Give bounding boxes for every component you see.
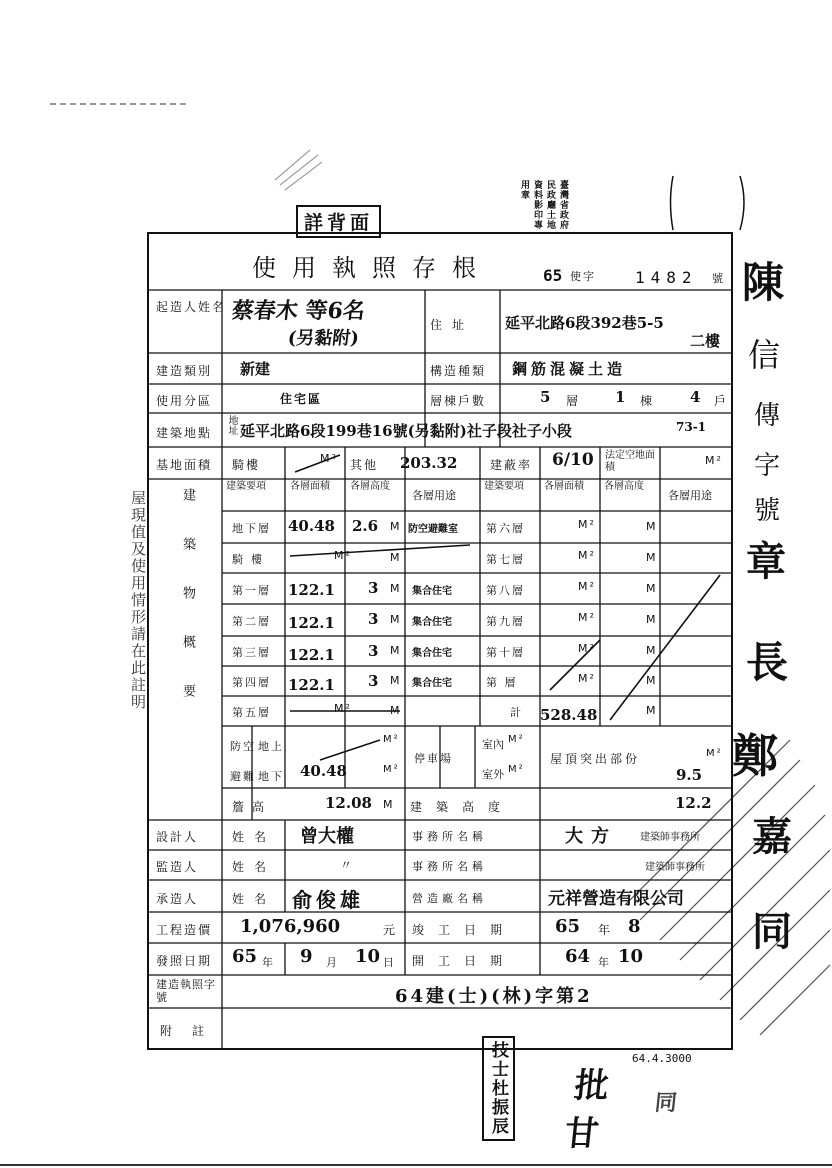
location-value: 延平北路6段199巷16號(另黏附)社子段社子小段 xyxy=(240,422,572,440)
right-m2-unit: M² xyxy=(578,580,596,593)
shelter-label-2: 避難 xyxy=(230,770,256,783)
completion-year: 65 xyxy=(555,916,581,937)
shelter-above-label: 地上 xyxy=(258,740,284,753)
signature-mark-1: 批 xyxy=(572,1066,611,1106)
eave-height-label: 簷高 xyxy=(232,800,273,814)
start-month: 10 xyxy=(618,946,644,967)
floor-area: 122.1 xyxy=(288,676,335,694)
start-year-unit: 年 xyxy=(598,956,611,969)
builder-address-floor: 二樓 xyxy=(690,332,721,350)
parking-label: 停車場 xyxy=(414,752,453,765)
floor-area: 122.1 xyxy=(288,614,335,632)
header-item-2: 建築要項 xyxy=(484,481,524,492)
floor-m-unit: M xyxy=(390,644,402,657)
table-row xyxy=(222,543,733,573)
parking-indoor-unit: M² xyxy=(508,734,525,745)
coverage-ratio: 6/10 xyxy=(552,450,594,470)
right-floor-name: 第十層 xyxy=(486,646,525,659)
floor-name: 騎樓 xyxy=(232,553,270,566)
contractor-name: 俞俊雄 xyxy=(292,888,364,912)
edge-char: 號 xyxy=(754,496,781,526)
supervisor-name: 〃 xyxy=(340,858,355,872)
print-number: 64.4.3000 xyxy=(632,1052,692,1065)
top-right-stamp-text: 臺灣省政府民政廳土地資料影印專用章 xyxy=(519,180,568,230)
designer-label: 設計人 xyxy=(156,830,199,844)
margin-note: 屋現值及使用情形請在此註明 xyxy=(129,490,147,711)
edge-char: 同 xyxy=(752,908,792,955)
address-label: 住址 xyxy=(430,318,475,332)
table-row xyxy=(222,604,733,636)
cost-label: 工程造價 xyxy=(156,923,213,937)
right-m-unit: M xyxy=(646,520,658,533)
shelter-below-unit: M² xyxy=(383,764,400,775)
page-title: 使用執照存根 xyxy=(252,254,492,282)
builder-label: 起造人姓名 xyxy=(156,300,227,314)
cost-unit: 元 xyxy=(383,923,398,937)
floor-area: 122.1 xyxy=(288,581,335,599)
floor-height: 3 xyxy=(368,610,379,628)
floor-use: 集合住宅 xyxy=(412,648,452,659)
table-row xyxy=(222,666,733,696)
floor-area: 40.48 xyxy=(288,517,335,535)
eave-unit: M xyxy=(383,798,395,811)
issue-date-label: 發照日期 xyxy=(156,954,213,968)
start-date-label: 開工日期 xyxy=(412,954,517,968)
edge-char: 字 xyxy=(754,451,781,481)
location-lot: 73-1 xyxy=(676,420,707,434)
issue-month-unit: 月 xyxy=(326,956,339,969)
parking-indoor: 室內 xyxy=(482,738,504,751)
parking-outdoor-unit: M² xyxy=(508,764,525,775)
floor-use: 防空避難室 xyxy=(408,524,458,535)
right-m2-unit: M² xyxy=(578,518,596,531)
table-row xyxy=(222,696,733,726)
eave-height: 12.08 xyxy=(325,794,372,812)
reverse-side-stamp: 詳背面 xyxy=(296,205,381,238)
floor-m-unit: M xyxy=(390,674,402,687)
completion-label: 竣工日期 xyxy=(412,923,517,937)
building-count: 1 xyxy=(615,388,626,406)
floor-name: 第二層 xyxy=(232,615,271,628)
table-row xyxy=(222,511,733,543)
right-floor-name: 第八層 xyxy=(486,584,525,597)
zoning-value: 住宅區 xyxy=(280,392,323,406)
zoning-label: 使用分區 xyxy=(156,394,213,408)
header-height-2: 各層高度 xyxy=(604,481,644,492)
floor-use: 集合住宅 xyxy=(412,586,452,597)
unit-count: 4 xyxy=(690,388,701,406)
edge-char: 章 xyxy=(746,538,786,585)
issue-year-unit: 年 xyxy=(262,956,275,969)
designer-name: 曾大權 xyxy=(300,826,354,847)
floor-name: 第三層 xyxy=(232,646,271,659)
contractor-company-label: 營造廠名稱 xyxy=(412,892,487,905)
right-m2-unit: M² xyxy=(578,549,596,562)
right-m2-unit: M² xyxy=(578,642,596,655)
edge-char: 信 xyxy=(748,336,781,374)
issue-month: 9 xyxy=(300,946,313,967)
contractor-name-label: 姓名 xyxy=(232,892,277,906)
floor-name: 地下層 xyxy=(232,522,271,535)
shelter-below-value: 40.48 xyxy=(300,762,347,780)
remark-label: 附註 xyxy=(160,1024,225,1038)
floor-area: 122.1 xyxy=(288,646,335,664)
right-m-unit: M xyxy=(646,613,658,626)
table-row xyxy=(222,636,733,666)
building-height-label: 建築高度 xyxy=(410,800,515,814)
header-use-2: 各層用途 xyxy=(668,489,712,502)
issue-day-unit: 日 xyxy=(383,956,396,969)
permit-no-value: 64建(士)(林)字第2 xyxy=(395,986,593,1007)
floor-height: 2.6 xyxy=(352,517,379,535)
floor-height: 3 xyxy=(368,672,379,690)
shelter-below-label: 地下 xyxy=(258,770,284,783)
right-m-unit: M xyxy=(646,704,658,717)
builder-name-note: (另黏附) xyxy=(286,328,360,349)
license-zi-label: 使字 xyxy=(570,270,596,283)
building-unit: 棟 xyxy=(640,394,655,408)
cost-value: 1,076,960 xyxy=(240,916,341,937)
edge-char: 傳 xyxy=(754,401,781,431)
table-row xyxy=(222,573,733,604)
designer-office-stamp: 建築師事務所 xyxy=(640,832,700,843)
right-floor-name: 第九層 xyxy=(486,615,525,628)
floor-use: 集合住宅 xyxy=(412,678,452,689)
location-label: 建築地點 xyxy=(156,426,213,440)
supervisor-office-stamp: 建築師事務所 xyxy=(645,862,705,873)
completion-year-unit: 年 xyxy=(598,923,613,937)
floor-m-unit: M xyxy=(390,613,402,626)
construction-type-label: 建造類別 xyxy=(156,364,213,378)
site-area-label: 基地面積 xyxy=(156,458,213,472)
header-area-2: 各層面積 xyxy=(544,481,584,492)
floor-height: 3 xyxy=(368,642,379,660)
right-floor-name: 第六層 xyxy=(486,522,525,535)
total-area: 528.48 xyxy=(540,706,598,724)
header-height: 各層高度 xyxy=(350,481,390,492)
floor-table-header xyxy=(222,479,733,511)
issue-year: 65 xyxy=(232,946,258,967)
floor-m2-unit: M² xyxy=(334,549,352,562)
right-m-unit: M xyxy=(646,551,658,564)
construction-type: 新建 xyxy=(240,360,271,378)
permit-no-label: 建造執照字號 xyxy=(156,978,216,1004)
floor-name: 第一層 xyxy=(232,584,271,597)
header-area: 各層面積 xyxy=(290,481,330,492)
shelter-above-unit: M² xyxy=(383,734,400,745)
floor-name: 第五層 xyxy=(232,706,271,719)
floor-name: 第四層 xyxy=(232,676,271,689)
right-floor-name: 第 層 xyxy=(486,676,518,689)
right-m2-unit: M² xyxy=(578,672,596,685)
building-summary-label: 建築物概要 xyxy=(180,488,195,733)
edge-char: 長 xyxy=(746,638,789,687)
contractor-company: 元祥營造有限公司 xyxy=(548,889,684,909)
floor-m-unit: M xyxy=(390,551,402,564)
designer-name-label: 姓名 xyxy=(232,830,277,844)
supervisor-label: 監造人 xyxy=(156,860,199,874)
header-use: 各層用途 xyxy=(412,489,456,502)
official-vertical-stamp: 技士杜振辰 xyxy=(482,1036,515,1141)
contractor-label: 承造人 xyxy=(156,892,199,906)
designer-office: 大方 xyxy=(565,826,617,847)
supervisor-name-label: 姓名 xyxy=(232,860,277,874)
edge-char: 嘉 xyxy=(752,813,792,860)
legal-open-label: 法定空地面積 xyxy=(605,450,655,473)
builder-address: 延平北路6段392巷5-5 xyxy=(505,314,664,332)
other-label: 其他 xyxy=(350,458,379,472)
signature-mark-3: 同 xyxy=(653,1090,679,1116)
roof-unit: M² xyxy=(706,748,723,759)
roof-value: 9.5 xyxy=(676,766,703,784)
edge-char: 鄭 xyxy=(732,729,778,783)
unit-unit: 戶 xyxy=(714,394,729,408)
completion-month: 8 xyxy=(628,916,641,937)
right-floor-name: 第七層 xyxy=(486,553,525,566)
arcade-label: 騎樓 xyxy=(232,458,261,472)
roof-protrusion-label: 屋頂突出部份 xyxy=(550,752,641,766)
building-height: 12.2 xyxy=(675,794,712,812)
shelter-label-1: 防空 xyxy=(230,740,256,753)
arcade-unit: M² xyxy=(320,452,338,465)
units-label: 層棟戶數 xyxy=(430,394,487,408)
location-sub-label: 地址 xyxy=(226,415,237,435)
edge-char: 陳 xyxy=(742,258,785,307)
floor-unit: 層 xyxy=(566,394,581,408)
license-year: 65 xyxy=(543,266,563,285)
builder-name: 蔡春木 等6名 xyxy=(230,298,367,324)
right-m2-unit: M² xyxy=(578,611,596,624)
structure-label: 構造種類 xyxy=(430,364,487,378)
right-m-unit: M xyxy=(646,644,658,657)
supervisor-office-label: 事務所名稱 xyxy=(412,860,487,873)
designer-office-label: 事務所名稱 xyxy=(412,830,487,843)
floor-m-unit: M xyxy=(390,582,402,595)
signature-mark-2: 甘 xyxy=(562,1114,601,1154)
other-area: 203.32 xyxy=(400,454,458,472)
right-m-unit: M xyxy=(646,582,658,595)
floor-height: 3 xyxy=(368,579,379,597)
structure-type: 鋼筋混凝土造 xyxy=(512,360,627,378)
license-hao-label: 號 xyxy=(712,272,725,285)
right-m-unit: M xyxy=(646,674,658,687)
coverage-label: 建蔽率 xyxy=(490,458,533,472)
right-edge-stamp xyxy=(732,250,832,1090)
legal-open-unit: M² xyxy=(705,454,723,467)
start-year: 64 xyxy=(565,946,591,967)
floor-count: 5 xyxy=(540,388,551,406)
floor-m2-unit: M² xyxy=(334,702,352,715)
floor-m-unit: M xyxy=(390,704,402,717)
floor-m-unit: M xyxy=(390,520,402,533)
floor-use: 集合住宅 xyxy=(412,617,452,628)
floor-rows xyxy=(222,511,733,726)
total-label: 計 xyxy=(510,706,523,719)
issue-day: 10 xyxy=(355,946,381,967)
header-item: 建築要項 xyxy=(226,481,266,492)
license-number: 1482 xyxy=(635,268,698,287)
parking-outdoor: 室外 xyxy=(482,768,504,781)
